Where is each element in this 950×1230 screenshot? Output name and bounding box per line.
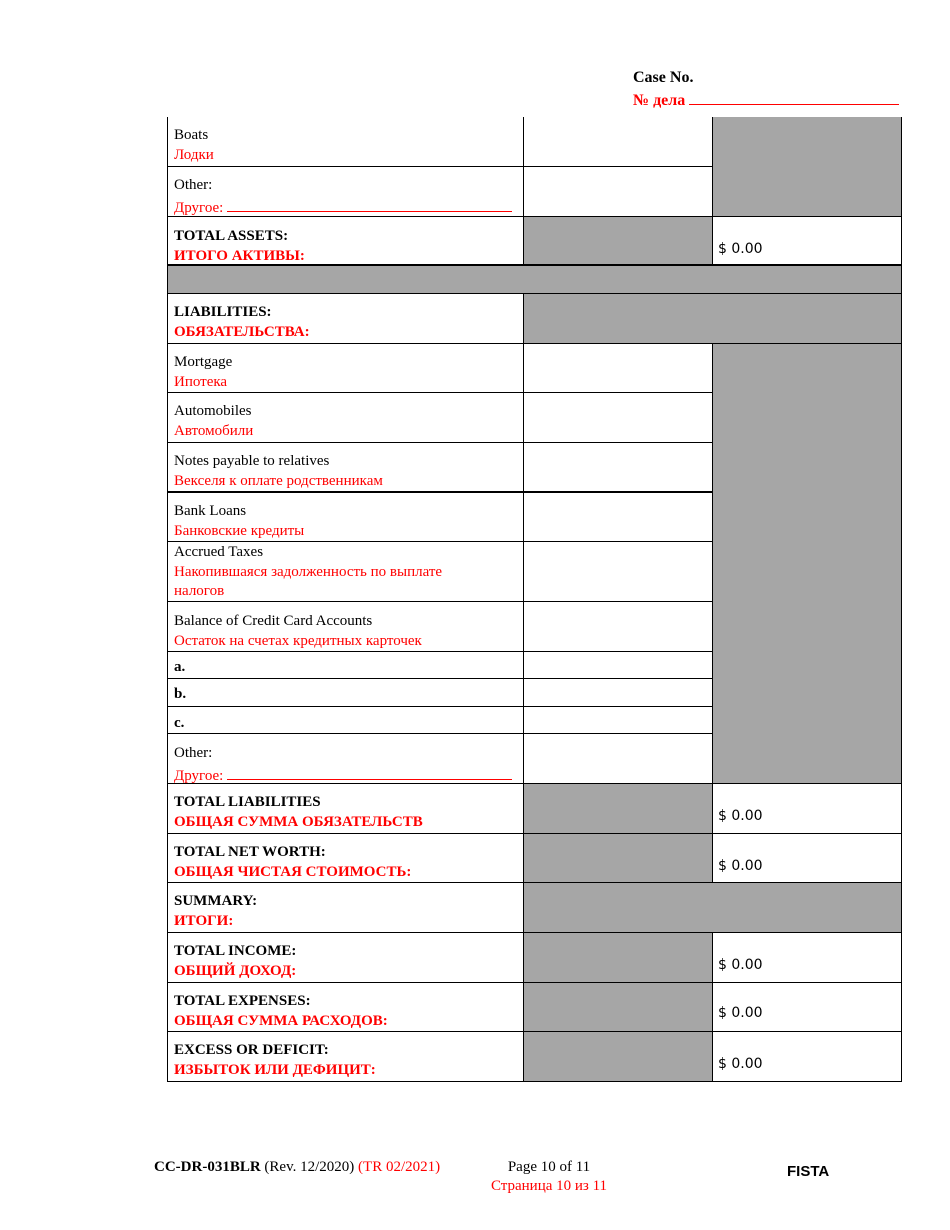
- row-other-liabilities: [167, 733, 524, 784]
- item-b-value-field[interactable]: [523, 678, 713, 707]
- row-item-c: [167, 706, 524, 734]
- item-a-label: a.: [174, 659, 186, 675]
- form-tr: (TR 02/2021): [358, 1159, 441, 1175]
- row-total-income: [167, 932, 524, 983]
- credit-cards-value-field[interactable]: [523, 601, 713, 652]
- section-separator: [167, 264, 902, 294]
- case-no-label-ru: № дела: [633, 92, 686, 109]
- bank-loans-value-field[interactable]: [523, 491, 713, 542]
- excess-deficit-amount: $ 0.00: [712, 1031, 902, 1082]
- mortgage-label: Mortgage: [174, 354, 233, 370]
- summary-heading-ru: ИТОГИ:: [174, 912, 234, 929]
- total-net-worth-label: TOTAL NET WORTH:: [174, 844, 326, 860]
- total-assets-label-ru: ИТОГО АКТИВЫ:: [174, 247, 305, 264]
- row-excess-deficit: [167, 1031, 524, 1082]
- total-income-label: TOTAL INCOME:: [174, 943, 297, 959]
- total-liabilities-label: TOTAL LIABILITIES: [174, 794, 321, 810]
- total-liabilities-shaded: [523, 783, 713, 834]
- accrued-taxes-label: Accrued Taxes: [174, 544, 264, 560]
- row-credit-cards: [167, 601, 524, 652]
- row-mortgage: [167, 343, 524, 393]
- row-bank-loans: [167, 491, 524, 542]
- total-assets-shaded: [523, 216, 713, 266]
- boats-label: Boats: [174, 127, 209, 143]
- boats-value-field[interactable]: [523, 117, 713, 166]
- other-liabilities-line[interactable]: [227, 764, 512, 780]
- mortgage-label-ru: Ипотека: [174, 373, 228, 390]
- case-number: [633, 67, 899, 111]
- row-notes-payable: [167, 442, 524, 493]
- excess-deficit-label-ru: ИЗБЫТОК ИЛИ ДЕФИЦИТ:: [174, 1061, 376, 1078]
- row-item-b: [167, 678, 524, 707]
- form-id: CC-DR-031BLR: [154, 1159, 261, 1175]
- row-item-a: [167, 651, 524, 679]
- bank-loans-label: Bank Loans: [174, 503, 247, 519]
- credit-cards-label: Balance of Credit Card Accounts: [174, 613, 373, 629]
- row-accrued-taxes: [167, 541, 524, 602]
- case-no-label: Case No.: [633, 69, 694, 86]
- item-a-value-field[interactable]: [523, 651, 713, 679]
- total-expenses-label-ru: ОБЩАЯ СУММА РАСХОДОВ:: [174, 1012, 388, 1029]
- total-expenses-amount: $ 0.00: [712, 982, 902, 1032]
- bank-loans-label-ru: Банковские кредиты: [174, 522, 305, 539]
- liabilities-shaded-column: [712, 343, 902, 784]
- other-liabilities-label: Other:: [174, 745, 213, 761]
- item-c-label: c.: [174, 715, 185, 731]
- page-number-ru: Страница 10 из 11: [490, 1178, 608, 1194]
- other-assets-label: Other:: [174, 177, 213, 193]
- case-no-field[interactable]: [689, 88, 899, 105]
- other-liabilities-value-field[interactable]: [523, 733, 713, 784]
- summary-shaded: [523, 882, 902, 933]
- automobiles-label: Automobiles: [174, 403, 252, 419]
- liabilities-heading-ru: ОБЯЗАТЕЛЬСТВА:: [174, 323, 310, 340]
- total-assets-amount: $ 0.00: [712, 216, 902, 266]
- other-liabilities-label-ru: Другое:: [174, 767, 224, 784]
- total-liabilities-label-ru: ОБЩАЯ СУММА ОБЯЗАТЕЛЬСТВ: [174, 813, 423, 830]
- page-number: [488, 1158, 610, 1196]
- total-assets-label: TOTAL ASSETS:: [174, 228, 289, 244]
- excess-deficit-shaded: [523, 1031, 713, 1082]
- excess-deficit-label: EXCESS OR DEFICIT:: [174, 1042, 329, 1058]
- notes-payable-label: Notes payable to relatives: [174, 453, 330, 469]
- credit-cards-label-ru: Остаток на счетах кредитных карточек: [174, 632, 422, 649]
- brand-logo: FISTA: [787, 1163, 830, 1180]
- total-income-amount: $ 0.00: [712, 932, 902, 983]
- total-net-worth-amount: $ 0.00: [712, 833, 902, 883]
- total-expenses-label: TOTAL EXPENSES:: [174, 993, 311, 1009]
- automobiles-value-field[interactable]: [523, 392, 713, 443]
- row-boats: [167, 117, 524, 166]
- total-income-shaded: [523, 932, 713, 983]
- total-net-worth-shaded: [523, 833, 713, 883]
- row-total-expenses: [167, 982, 524, 1032]
- row-liabilities-header: [167, 293, 524, 344]
- total-income-label-ru: ОБЩИЙ ДОХОД:: [174, 962, 297, 979]
- row-automobiles: [167, 392, 524, 443]
- boats-label-ru: Лодки: [174, 146, 214, 163]
- liabilities-shaded: [523, 293, 902, 344]
- accrued-taxes-value-field[interactable]: [523, 541, 713, 602]
- accrued-taxes-label-ru: Накопившаяся задолженность по выплате налогов: [174, 563, 443, 599]
- page-number-en: Page 10 of 11: [507, 1159, 591, 1175]
- item-c-value-field[interactable]: [523, 706, 713, 734]
- liabilities-heading: LIABILITIES:: [174, 304, 272, 320]
- total-net-worth-label-ru: ОБЩАЯ ЧИСТАЯ СТОИМОСТЬ:: [174, 863, 412, 880]
- notes-payable-value-field[interactable]: [523, 442, 713, 493]
- other-assets-label-ru: Другое:: [174, 199, 224, 216]
- automobiles-label-ru: Автомобили: [174, 422, 254, 439]
- assets-shaded-block: [712, 117, 902, 216]
- row-total-net-worth: [167, 833, 524, 883]
- mortgage-value-field[interactable]: [523, 343, 713, 393]
- total-expenses-shaded: [523, 982, 713, 1032]
- other-assets-value-field[interactable]: [523, 166, 713, 216]
- other-assets-line[interactable]: [227, 196, 512, 212]
- form-id-line: [154, 1158, 440, 1177]
- row-summary: [167, 882, 524, 933]
- item-b-label: b.: [174, 686, 187, 702]
- summary-heading: SUMMARY:: [174, 893, 258, 909]
- row-total-liabilities: [167, 783, 524, 834]
- row-other-assets: [167, 166, 524, 216]
- notes-payable-label-ru: Векселя к оплате родственникам: [174, 472, 383, 489]
- row-total-assets: [167, 216, 524, 266]
- total-liabilities-amount: $ 0.00: [712, 783, 902, 834]
- form-rev: (Rev. 12/2020): [264, 1159, 355, 1175]
